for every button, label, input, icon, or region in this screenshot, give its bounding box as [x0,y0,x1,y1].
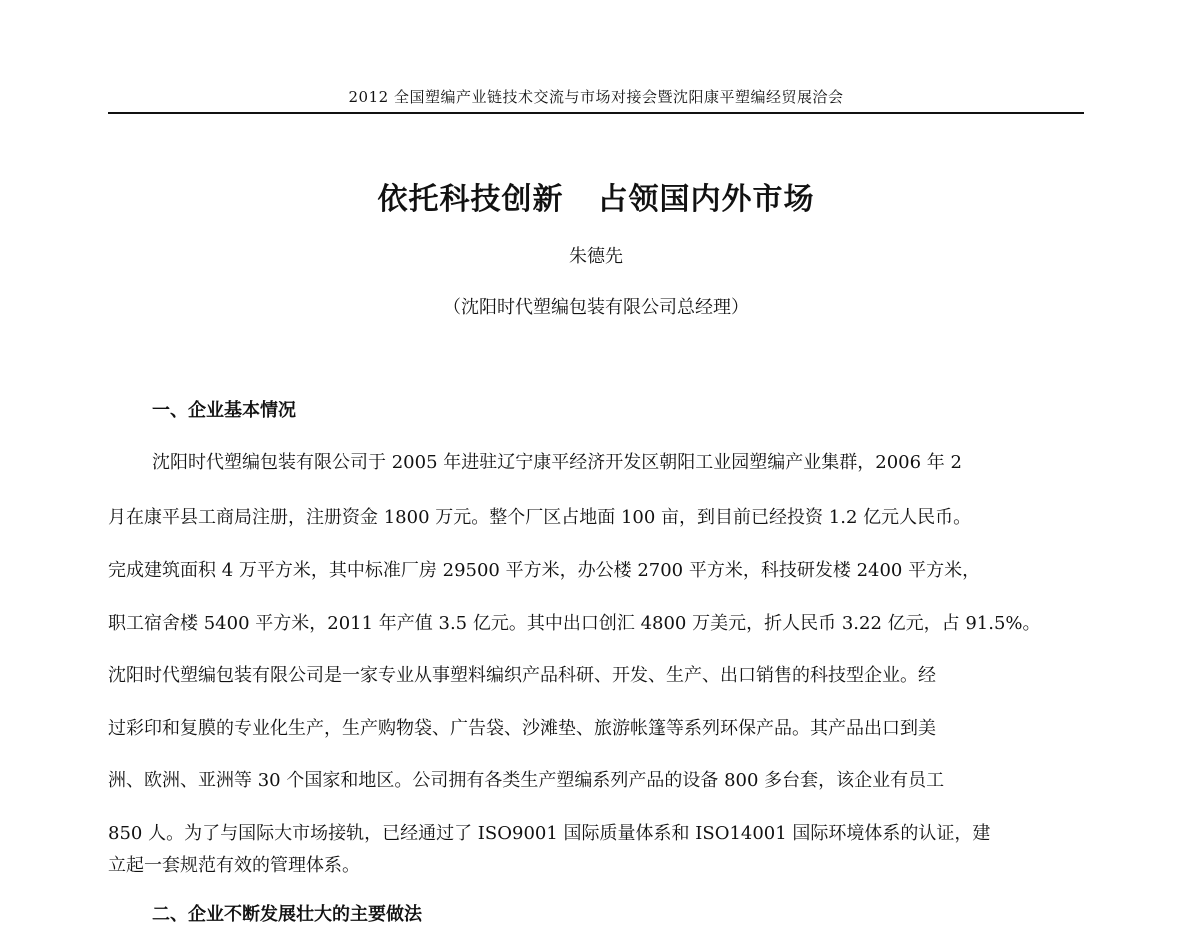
paragraph-line-4: 职工宿舍楼 5400 平方米，2011 年产值 3.5 亿元。其中出口创汇 4800 万美元，折人民币 3.22 亿元，占 91.5%。 [108,613,1041,634]
section-heading-2: 二、企业不断发展壮大的主要做法 [152,904,422,925]
author-affiliation: （沈阳时代塑编包装有限公司总经理） [443,297,749,318]
paragraph-line-1: 沈阳时代塑编包装有限公司于 2005 年进驻辽宁康平经济开发区朝阳工业园塑编产业集群，2006 年 2 [152,452,962,473]
paragraph-line-6: 过彩印和复膜的专业化生产，生产购物袋、广告袋、沙滩垫、旅游帐篷等系列环保产品。其产品出口到美 [108,718,936,739]
author-name: 朱德先 [569,246,623,267]
paragraph-line-2: 月在康平县工商局注册，注册资金 1800 万元。整个厂区占地面 100 亩，到目前已经投资 1.2 亿元人民币。 [108,507,972,528]
paragraph-line-3: 完成建筑面积 4 万平方米，其中标准厂房 29500 平方米，办公楼 2700 平方米，科技研发楼 2400 平方米， [108,560,981,581]
paragraph-line-8: 850 人。为了与国际大市场接轨，已经通过了 ISO9001 国际质量体系和 ISO14001 国际环境体系的认证，建 [108,823,991,844]
paragraph-line-7: 洲、欧洲、亚洲等 30 个国家和地区。公司拥有各类生产塑编系列产品的设备 800 多台套，该企业有员工 [108,770,945,791]
paragraph-line-9: 立起一套规范有效的管理体系。 [108,855,360,876]
header-rule [108,112,1084,114]
article-title [108,178,1084,222]
section-heading-1: 一、企业基本情况 [152,400,296,421]
paragraph-line-5: 沈阳时代塑编包装有限公司是一家专业从事塑料编织产品科研、开发、生产、出口销售的科技型企业。经 [108,665,936,686]
title-part-2: 占领国内外市场 [597,182,815,217]
running-header: 2012 全国塑编产业链技术交流与市场对接会暨沈阳康平塑编经贸展洽会 [348,88,844,106]
title-part-1: 依托科技创新 [377,182,564,217]
